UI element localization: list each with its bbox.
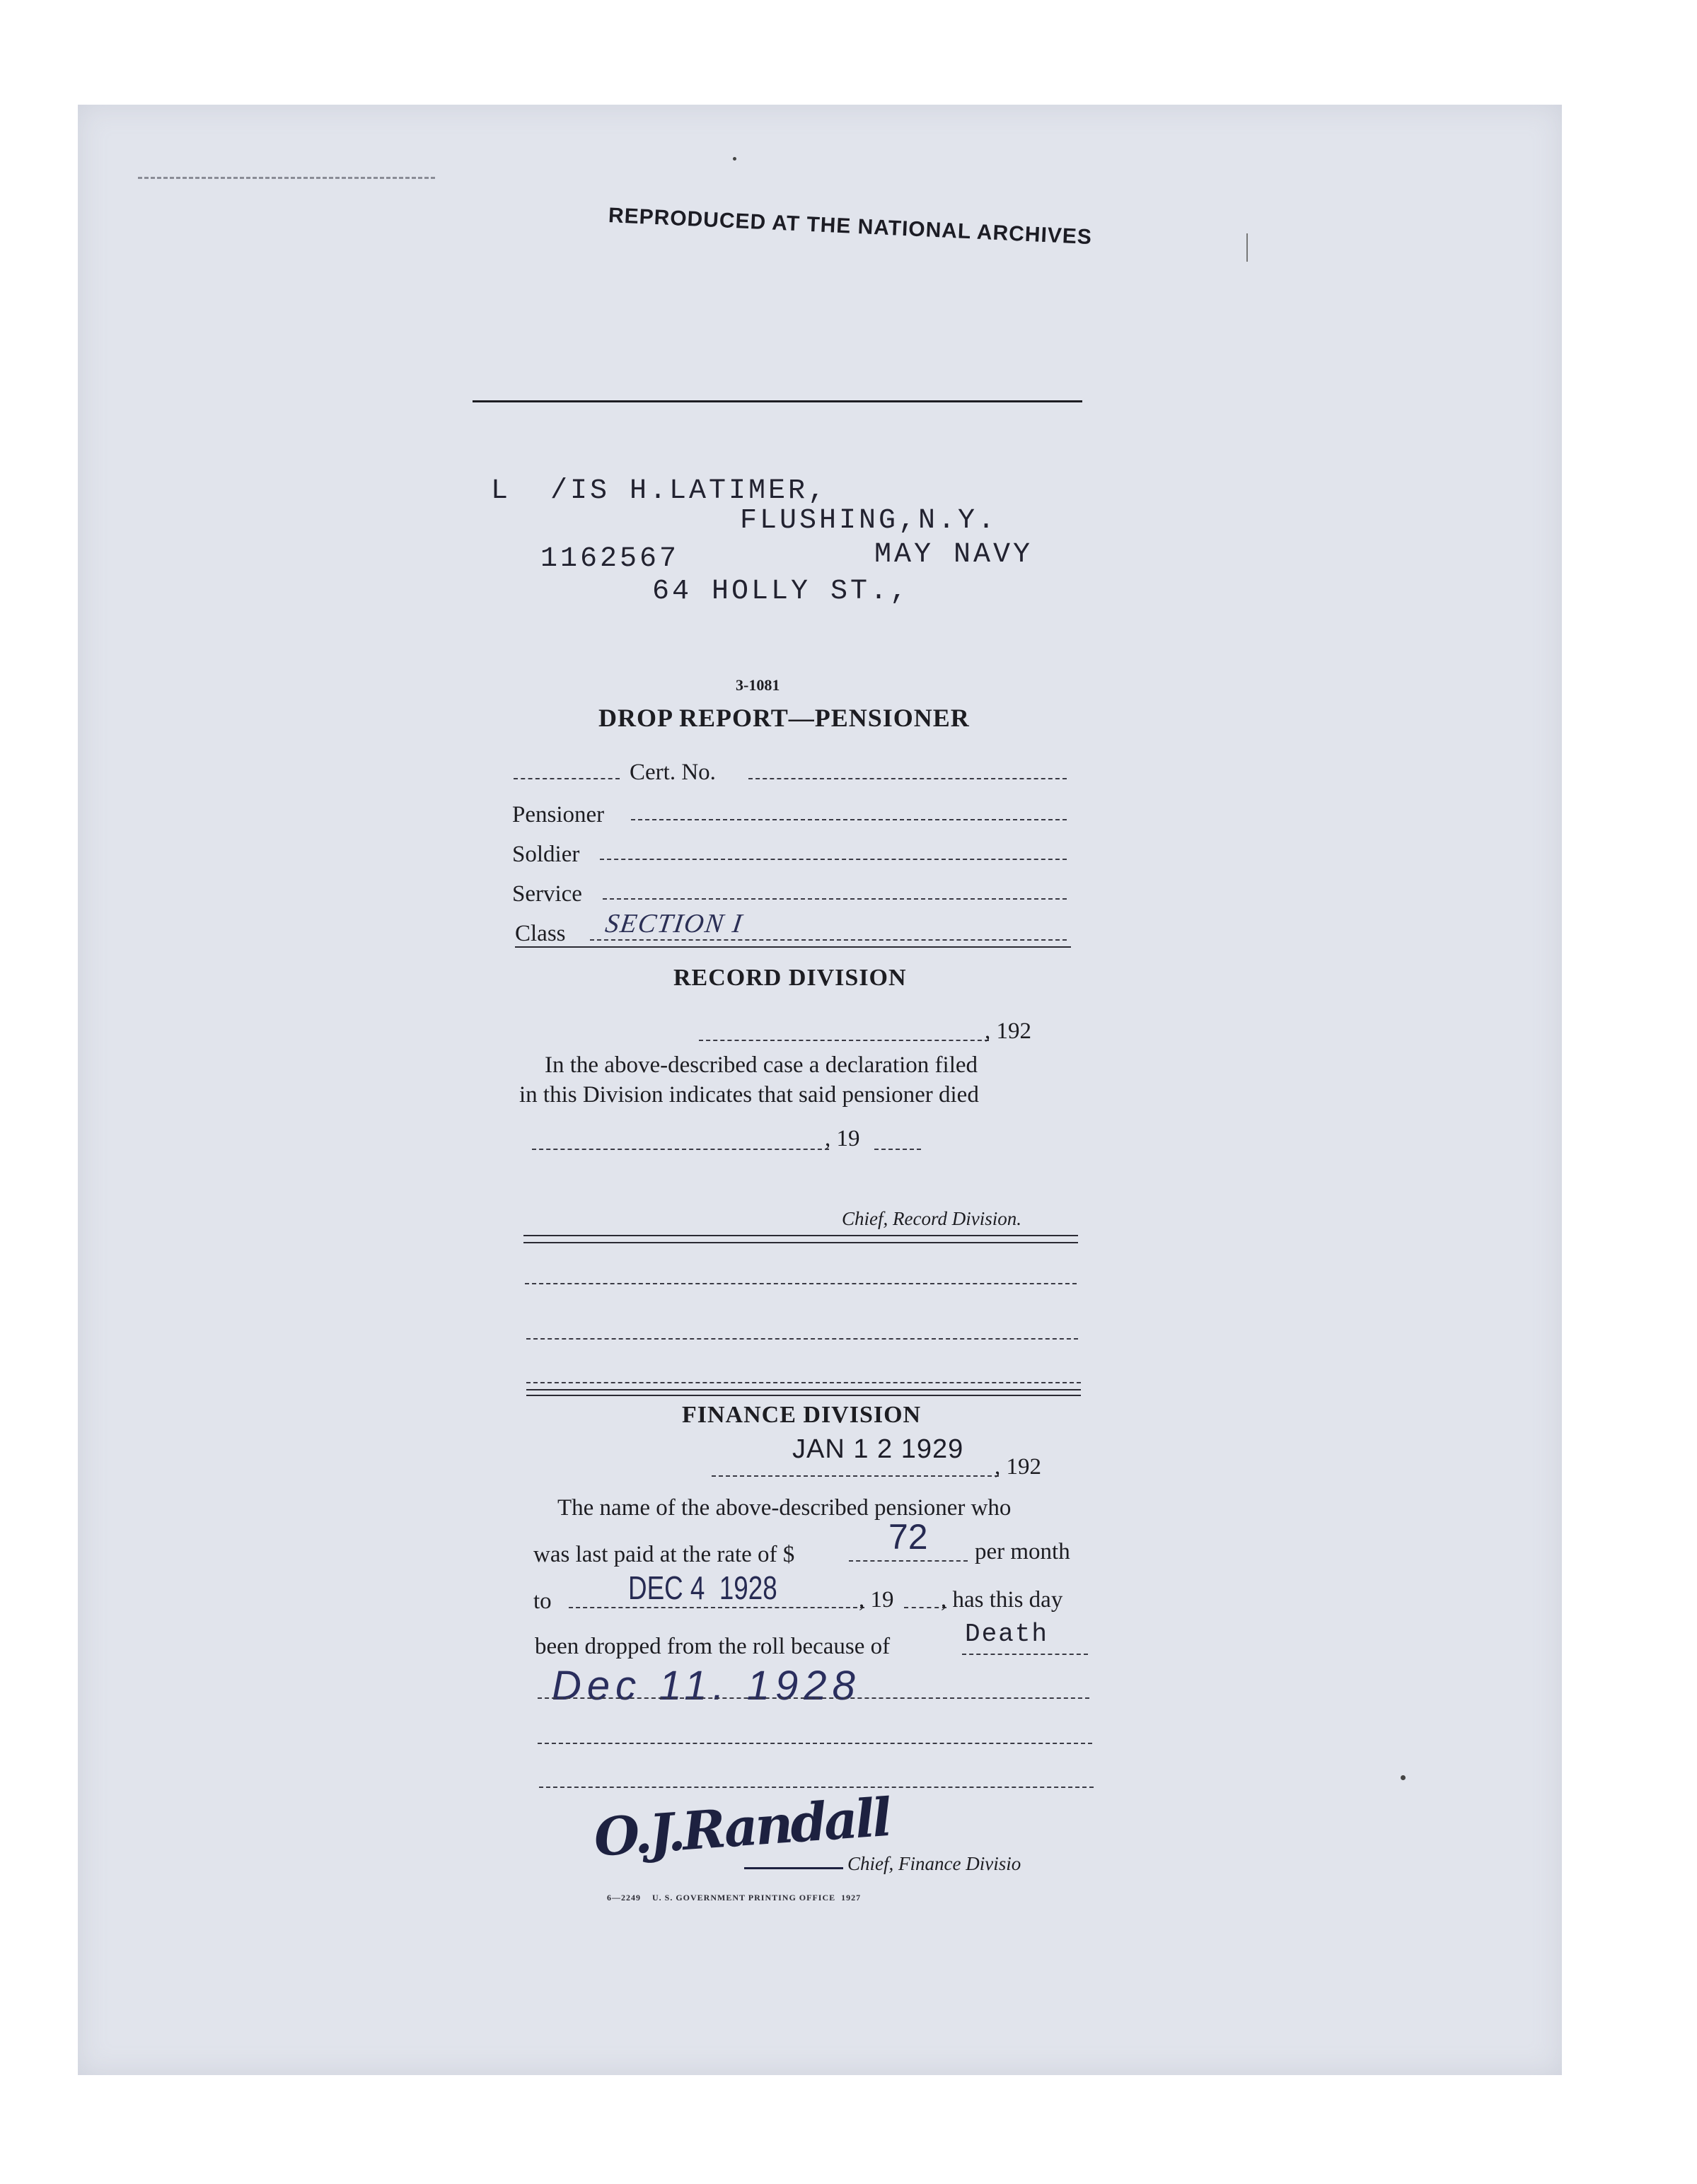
record-division-heading: RECORD DIVISION bbox=[673, 965, 907, 991]
finance-date-line bbox=[712, 1475, 999, 1477]
form-title: DROP REPORT—PENSIONER bbox=[598, 704, 970, 732]
cert-line bbox=[748, 778, 1067, 779]
record-text-line2: in this Division indicates that said pensioner died bbox=[519, 1082, 979, 1108]
pensioner-label: Pensioner bbox=[512, 802, 605, 827]
record-date-line bbox=[699, 1040, 989, 1041]
record-divider-lower bbox=[523, 1242, 1078, 1243]
pensioner-line bbox=[631, 819, 1067, 820]
record-text-line1: In the above-described case a declaration filed bbox=[545, 1052, 978, 1078]
record-signature-caption: Chief, Record Division. bbox=[842, 1208, 1021, 1229]
rate-prefix: was last paid at the rate of $ bbox=[533, 1542, 795, 1567]
finance-date-stamp: JAN 1 2 1929 bbox=[792, 1434, 964, 1464]
speck-mark bbox=[733, 157, 736, 161]
rate-suffix: per month bbox=[975, 1539, 1070, 1564]
address-service: MAY NAVY bbox=[874, 539, 1033, 571]
class-label: Class bbox=[515, 921, 566, 946]
record-divider-upper bbox=[523, 1235, 1078, 1236]
to-suffix: , has this day bbox=[941, 1587, 1063, 1613]
address-street: 64 HOLLY ST., bbox=[652, 576, 910, 608]
archive-stamp: REPRODUCED AT THE NATIONAL ARCHIVES bbox=[608, 204, 1093, 250]
died-date-line bbox=[532, 1149, 829, 1150]
death-date-handwritten: Dec 11. 1928 bbox=[552, 1663, 861, 1709]
reason-line bbox=[962, 1654, 1088, 1655]
died-year-line bbox=[874, 1149, 921, 1150]
edge-tick-mark bbox=[1246, 233, 1248, 262]
finance-division-heading: FINANCE DIVISION bbox=[682, 1402, 922, 1428]
finance-divider-lower bbox=[526, 1395, 1081, 1396]
address-number: 1162567 bbox=[540, 543, 680, 575]
service-line bbox=[603, 898, 1067, 900]
class-value: SECTION I bbox=[603, 909, 746, 939]
top-rule bbox=[473, 400, 1082, 402]
address-line-name: L /IS H.LATIMER, bbox=[491, 475, 828, 507]
cert-prefix-line bbox=[514, 778, 620, 779]
form-number: 3-1081 bbox=[736, 676, 780, 694]
finance-divider-upper bbox=[526, 1389, 1081, 1390]
rate-value: 72 bbox=[888, 1517, 928, 1557]
finance-signature-caption: Chief, Finance Divisio bbox=[847, 1853, 1021, 1874]
address-line-city: FLUSHING,N.Y. bbox=[740, 505, 998, 537]
rate-line bbox=[849, 1560, 968, 1562]
service-label: Service bbox=[512, 881, 582, 907]
cert-label: Cert. No. bbox=[630, 760, 716, 785]
to-label: to bbox=[533, 1588, 552, 1614]
drop-reason: Death bbox=[965, 1620, 1049, 1649]
paid-to-date: DEC 4 1928 bbox=[628, 1569, 777, 1606]
blank-line bbox=[538, 1743, 1092, 1744]
to-year-line bbox=[904, 1607, 946, 1608]
paid-to-date-line bbox=[569, 1607, 864, 1608]
blank-line bbox=[539, 1787, 1094, 1788]
blank-line bbox=[525, 1283, 1077, 1284]
soldier-line bbox=[600, 859, 1067, 860]
blank-line bbox=[526, 1382, 1081, 1383]
blank-line bbox=[526, 1338, 1078, 1340]
printer-imprint: 6—2249 U. S. GOVERNMENT PRINTING OFFICE 1927 bbox=[607, 1893, 862, 1903]
top-edge-mark bbox=[138, 177, 435, 179]
to-year: , 19 bbox=[859, 1587, 894, 1613]
finance-chief-signature: O.J.Randall bbox=[592, 1787, 891, 1869]
class-line bbox=[590, 939, 1067, 941]
finance-year: , 192 bbox=[995, 1454, 1041, 1480]
death-date-line bbox=[538, 1697, 1089, 1699]
dropped-text: been dropped from the roll because of bbox=[535, 1634, 891, 1659]
section-divider bbox=[515, 946, 1071, 948]
record-year: , 192 bbox=[985, 1018, 1031, 1044]
soldier-label: Soldier bbox=[512, 842, 580, 867]
died-year: , 19 bbox=[825, 1126, 860, 1151]
finance-text-line1: The name of the above-described pensioner who bbox=[557, 1495, 1012, 1521]
signature-underline bbox=[744, 1867, 843, 1869]
speck-mark bbox=[1401, 1775, 1406, 1780]
